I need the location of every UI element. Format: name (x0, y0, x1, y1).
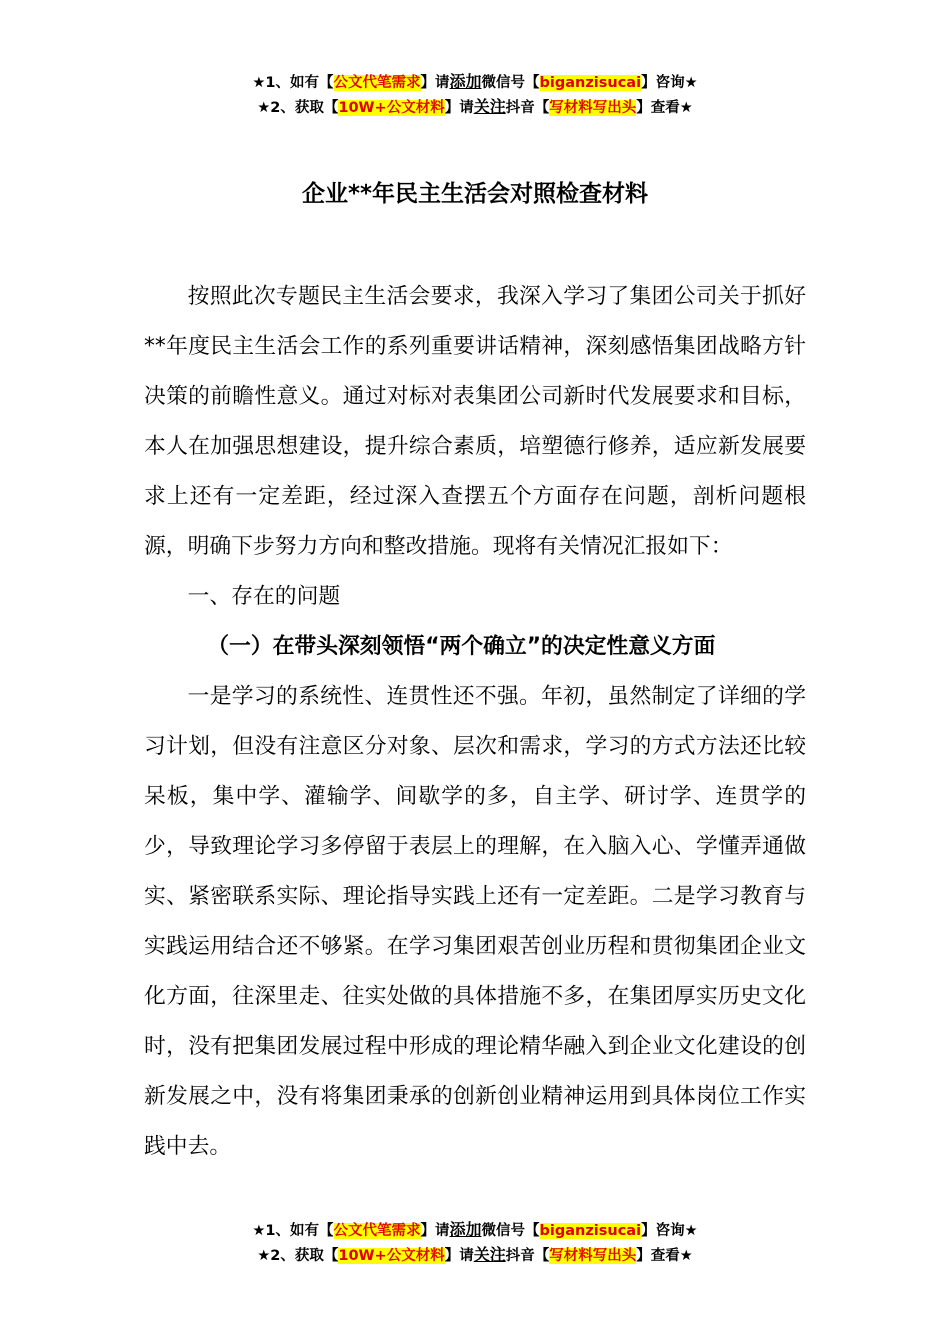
document-body (144, 272, 806, 1172)
promo-emphasis: 添加 (449, 72, 482, 91)
promo-douyin-name: 写材料写出头 (549, 100, 637, 116)
promo-text: 】查看★ (636, 100, 693, 116)
promo-line-1 (0, 1218, 950, 1243)
promo-text: 】请 (444, 1248, 474, 1264)
promo-douyin-name: 写材料写出头 (549, 1248, 637, 1264)
subsection-heading: （一）在带头深刻领悟“两个确立”的决定性意义方面 (207, 634, 716, 659)
promo-line-2 (0, 95, 950, 120)
promo-highlight: 公文代笔需求 (333, 75, 421, 91)
section-heading: 一、存在的问题 (187, 584, 341, 609)
promo-text: ★2、获取【 (257, 1248, 339, 1264)
promo-highlight: 10W+公文材料 (338, 100, 445, 116)
promo-wechat-id: biganzisucai (539, 75, 642, 91)
promo-banner-bottom (0, 1218, 950, 1268)
intro-paragraph: 按照此次专题民主生活会要求，我深入学习了集团公司关于抓好**年度民主生活会工作的系列重要讲话精神，深刻感悟集团战略方针决策的前瞻性意义。通过对标对表集团公司新时代发展要求和目标，本人在加强思想建设，提升综合素质，培塑德行修养，适应新发展要求上还有一定差距，经过深入查摆五个方面存在问题，剖析问题根源，明确下步努力方向和整改措施。现将有关情况汇报如下： (144, 284, 806, 559)
promo-text: ★1、如有【 (252, 1223, 334, 1239)
promo-text: 】咨询★ (641, 75, 698, 91)
promo-text: ★2、获取【 (257, 100, 339, 116)
promo-text: 抖音【 (505, 1248, 550, 1264)
promo-text: 微信号【 (481, 1223, 540, 1239)
promo-text: 】查看★ (636, 1248, 693, 1264)
promo-highlight: 10W+公文材料 (338, 1248, 445, 1264)
document-title: 企业**年民主生活会对照检查材料 (301, 181, 649, 207)
promo-line-1 (0, 70, 950, 95)
promo-text: 】请 (420, 1223, 450, 1239)
body-paragraph: 一是学习的系统性、连贯性还不强。年初，虽然制定了详细的学习计划，但没有注意区分对象、层次和需求，学习的方式方法还比较呆板，集中学、灌输学、间歇学的多，自主学、研讨学、连贯学的少，导致理论学习多停留于表层上的理解，在入脑入心、学懂弄通做实、紧密联系实际、理论指导实践上还有一定差距。二是学习教育与实践运用结合还不够紧。在学习集团艰苦创业历程和贯彻集团企业文化方面，往深里走、往实处做的具体措施不多，在集团厚实历史文化时，没有把集团发展过程中形成的理论精华融入到企业文化建设的创新发展之中，没有将集团秉承的创新创业精神运用到具体岗位工作实践中去。 (144, 684, 806, 1159)
promo-banner-top (0, 70, 950, 120)
promo-emphasis: 关注 (473, 1245, 506, 1264)
promo-wechat-id: biganzisucai (539, 1223, 642, 1239)
promo-text: 】咨询★ (641, 1223, 698, 1239)
promo-emphasis: 关注 (473, 97, 506, 116)
promo-highlight: 公文代笔需求 (333, 1223, 421, 1239)
promo-line-2 (0, 1243, 950, 1268)
promo-emphasis: 添加 (449, 1220, 482, 1239)
promo-text: 】请 (420, 75, 450, 91)
promo-text: ★1、如有【 (252, 75, 334, 91)
promo-text: 抖音【 (505, 100, 550, 116)
promo-text: 微信号【 (481, 75, 540, 91)
promo-text: 】请 (444, 100, 474, 116)
